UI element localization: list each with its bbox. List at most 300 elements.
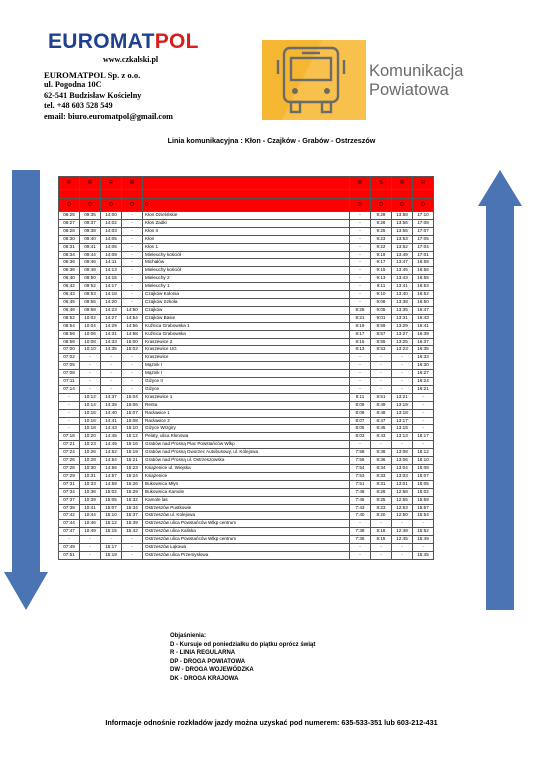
time-cell: 16:17 xyxy=(413,433,434,441)
time-cell: 15:45 xyxy=(413,551,434,559)
header-left-cell: R xyxy=(122,177,143,190)
time-cell: 8:45 xyxy=(371,425,392,433)
time-cell: 16:21 xyxy=(413,385,434,393)
time-cell: 15:15 xyxy=(101,528,122,536)
header-sub-cell: D xyxy=(80,199,101,212)
time-cell: 8:57 xyxy=(371,330,392,338)
time-cell: 06:25 xyxy=(59,212,80,220)
time-cell: 10:28 xyxy=(80,457,101,465)
time-cell: - xyxy=(413,401,434,409)
stop-name-cell: Czajków Szkoła xyxy=(143,298,350,306)
time-cell: - xyxy=(80,354,101,362)
time-cell: - xyxy=(350,259,371,267)
time-cell: - xyxy=(371,354,392,362)
table-row xyxy=(59,275,434,283)
time-cell: - xyxy=(371,370,392,378)
time-cell: 13:13 xyxy=(392,433,413,441)
time-cell: 7:48 xyxy=(350,488,371,496)
time-cell: 8:25 xyxy=(350,306,371,314)
time-cell: 07:00 xyxy=(59,346,80,354)
header-spacer-cell xyxy=(59,190,80,199)
time-cell: 16:50 xyxy=(413,298,434,306)
time-cell: 15:59 xyxy=(413,496,434,504)
time-cell: - xyxy=(80,362,101,370)
time-cell: 07:21 xyxy=(59,441,80,449)
time-cell: 10:12 xyxy=(80,393,101,401)
stop-name-cell: Renta xyxy=(143,401,350,409)
time-cell: 15:32 xyxy=(122,496,143,504)
time-cell: - xyxy=(122,259,143,267)
table-row xyxy=(59,235,434,243)
time-cell: 16:47 xyxy=(413,306,434,314)
table-row xyxy=(59,267,434,275)
timetable-body xyxy=(59,212,434,560)
time-cell: 13:25 xyxy=(392,338,413,346)
time-cell: 7:38 xyxy=(350,528,371,536)
time-cell: 10:14 xyxy=(80,401,101,409)
time-cell: 8:21 xyxy=(350,314,371,322)
time-cell: - xyxy=(122,251,143,259)
stop-name-cell: Michałów xyxy=(143,259,350,267)
table-row xyxy=(59,212,434,220)
time-cell: 9:22 xyxy=(371,243,392,251)
time-cell: 06:42 xyxy=(59,283,80,291)
time-cell: 10:06 xyxy=(80,330,101,338)
time-cell: 14:54 xyxy=(101,457,122,465)
time-cell: 9:05 xyxy=(371,306,392,314)
time-cell: 8:51 xyxy=(371,393,392,401)
stop-name-cell: Ostrzeszów ulica Przemysłowa xyxy=(143,551,350,559)
time-cell: 16:08 xyxy=(413,465,434,473)
time-cell: 13:47 xyxy=(392,259,413,267)
time-cell: 16:55 xyxy=(413,275,434,283)
time-cell: 13:21 xyxy=(392,393,413,401)
time-cell: 09:37 xyxy=(80,219,101,227)
brand-line-1: Komunikacja xyxy=(369,62,464,80)
time-cell: 15:10 xyxy=(122,425,143,433)
time-cell: 07:47 xyxy=(59,528,80,536)
time-cell: - xyxy=(350,520,371,528)
time-cell: 9:11 xyxy=(371,283,392,291)
time-cell: - xyxy=(59,393,80,401)
time-cell: 14:18 xyxy=(101,291,122,299)
time-cell: - xyxy=(122,362,143,370)
time-cell: - xyxy=(350,551,371,559)
table-row xyxy=(59,219,434,227)
time-cell: 13:56 xyxy=(392,219,413,227)
stop-name-cell: Mieleuchy 2 xyxy=(143,275,350,283)
time-cell: 07:02 xyxy=(59,354,80,362)
time-cell: 13:17 xyxy=(392,417,413,425)
time-cell: 10:46 xyxy=(80,520,101,528)
time-cell: 15:19 xyxy=(101,551,122,559)
company-city: 62-541 Budzisław Kościelny xyxy=(44,90,142,100)
time-cell: 13:03 xyxy=(392,472,413,480)
time-cell: 13:52 xyxy=(392,243,413,251)
time-cell: 14:00 xyxy=(101,212,122,220)
time-cell: 16:56 xyxy=(413,267,434,275)
table-row xyxy=(59,346,434,354)
table-row xyxy=(59,449,434,457)
footer-info: Informacje odnośnie rozkładów jazdy można uzyskać pod numerem: 635-533-351 lub 603-212-431 xyxy=(105,718,438,727)
time-cell: - xyxy=(122,212,143,220)
time-cell: 14:40 xyxy=(101,409,122,417)
table-row xyxy=(59,385,434,393)
table-row xyxy=(59,227,434,235)
stop-name-cell: Racławice 1 xyxy=(143,409,350,417)
time-cell: - xyxy=(350,283,371,291)
legend-item: DW - DROGA WOJEWÓDZKA xyxy=(170,667,254,674)
table-row xyxy=(59,409,434,417)
stop-name-cell: Mąznik I xyxy=(143,362,350,370)
time-cell: - xyxy=(413,425,434,433)
time-cell: - xyxy=(350,291,371,299)
time-cell: 13:31 xyxy=(392,314,413,322)
stop-name-cell: Czajków xyxy=(143,306,350,314)
time-cell: - xyxy=(371,385,392,393)
time-cell: 14:11 xyxy=(101,259,122,267)
time-cell: 16:12 xyxy=(413,449,434,457)
time-cell: 8:17 xyxy=(350,330,371,338)
time-cell: 10:02 xyxy=(80,314,101,322)
time-cell: 13:38 xyxy=(392,298,413,306)
time-cell: - xyxy=(101,385,122,393)
time-cell: 7:56 xyxy=(350,457,371,465)
legend-title: Objaśnienia: xyxy=(170,633,207,639)
stop-name-cell: Grabów nad Prosną ul. Ostrzeszowska xyxy=(143,457,350,465)
time-cell: 8:18 xyxy=(371,528,392,536)
time-cell: 7:45 xyxy=(350,496,371,504)
header-stop-cell xyxy=(143,177,350,190)
time-cell: 07:28 xyxy=(59,465,80,473)
time-cell: - xyxy=(80,551,101,559)
table-row xyxy=(59,291,434,299)
company-street: ul. Pogodna 10C xyxy=(44,80,102,90)
time-cell: 9:01 xyxy=(371,314,392,322)
time-cell: - xyxy=(350,354,371,362)
time-cell: - xyxy=(122,298,143,306)
bus-logo-icon xyxy=(262,40,366,120)
time-cell: 10:20 xyxy=(80,433,101,441)
time-cell: 8:48 xyxy=(371,409,392,417)
time-cell: 14:56 xyxy=(101,465,122,473)
time-cell: - xyxy=(371,378,392,386)
header-sub-cell: D xyxy=(350,199,371,212)
time-cell: 13:08 xyxy=(392,449,413,457)
time-cell: 7:43 xyxy=(350,504,371,512)
table-row xyxy=(59,417,434,425)
time-cell: 07:49 xyxy=(59,544,80,552)
time-cell: 8:19 xyxy=(350,322,371,330)
time-cell: 8:28 xyxy=(371,488,392,496)
time-cell: 10:44 xyxy=(80,512,101,520)
time-cell: 17:08 xyxy=(413,219,434,227)
time-cell: 07:34 xyxy=(59,488,80,496)
table-row xyxy=(59,259,434,267)
time-cell: 14:27 xyxy=(101,314,122,322)
time-cell: - xyxy=(371,544,392,552)
time-cell: - xyxy=(413,520,434,528)
table-row xyxy=(59,330,434,338)
time-cell: 09:41 xyxy=(80,243,101,251)
time-cell: 10:30 xyxy=(80,465,101,473)
legend xyxy=(170,632,315,684)
table-row xyxy=(59,322,434,330)
time-cell: 16:27 xyxy=(413,370,434,378)
time-cell: - xyxy=(350,385,371,393)
time-cell: 06:56 xyxy=(59,330,80,338)
time-cell: 06:38 xyxy=(59,267,80,275)
time-cell: 13:15 xyxy=(392,425,413,433)
time-cell: 8:20 xyxy=(371,512,392,520)
time-cell: 15:39 xyxy=(122,520,143,528)
time-cell: 15:37 xyxy=(122,512,143,520)
header-spacer-cell xyxy=(413,190,434,199)
time-cell: 14:39 xyxy=(101,401,122,409)
time-cell: 14:15 xyxy=(101,275,122,283)
time-cell: - xyxy=(122,267,143,275)
time-cell: - xyxy=(122,370,143,378)
time-cell: 13:40 xyxy=(392,291,413,299)
stop-name-cell: Grabów nad Prosną Plac Powstańców Wlkp xyxy=(143,441,350,449)
time-cell: 14:05 xyxy=(101,235,122,243)
time-cell: 14:02 xyxy=(101,219,122,227)
time-cell: - xyxy=(101,536,122,544)
time-cell: 17:05 xyxy=(413,235,434,243)
table-row xyxy=(59,393,434,401)
time-cell: - xyxy=(350,362,371,370)
table-row xyxy=(59,370,434,378)
time-cell: 15:00 xyxy=(122,338,143,346)
header-spacer-cell xyxy=(80,190,101,199)
time-cell: 14:06 xyxy=(101,243,122,251)
time-cell: 16:33 xyxy=(413,354,434,362)
time-cell: 14:52 xyxy=(101,449,122,457)
time-cell: 16:41 xyxy=(413,322,434,330)
company-info xyxy=(44,70,173,122)
header-spacer-cell xyxy=(143,190,350,199)
time-cell: 06:52 xyxy=(59,314,80,322)
time-cell: 8:47 xyxy=(371,417,392,425)
time-cell: 8:53 xyxy=(371,346,392,354)
time-cell: 9:26 xyxy=(371,219,392,227)
time-cell: - xyxy=(122,235,143,243)
time-cell: 15:49 xyxy=(413,536,434,544)
time-cell: 13:58 xyxy=(392,212,413,220)
time-cell: 06:54 xyxy=(59,322,80,330)
stop-name-cell: Racławice 2 xyxy=(143,417,350,425)
table-row xyxy=(59,488,434,496)
time-cell: 15:05 xyxy=(101,496,122,504)
time-cell: 16:59 xyxy=(413,259,434,267)
time-cell: 8:11 xyxy=(350,393,371,401)
time-cell: 8:08 xyxy=(350,409,371,417)
table-row xyxy=(59,251,434,259)
time-cell: 15:12 xyxy=(122,433,143,441)
header-spacer-cell xyxy=(350,190,371,199)
time-cell: - xyxy=(122,219,143,227)
time-cell: 14:20 xyxy=(101,298,122,306)
stop-name-cell: Grabów nad Prosną Dworzec Autobusowy, ul. Kolejowa xyxy=(143,449,350,457)
time-cell: - xyxy=(350,235,371,243)
company-phone: tel. +48 603 528 549 xyxy=(44,101,113,111)
time-cell: 13:49 xyxy=(392,251,413,259)
time-cell: 06:34 xyxy=(59,251,80,259)
stop-name-cell: Kłon 1 xyxy=(143,243,350,251)
time-cell: - xyxy=(392,378,413,386)
time-cell: 10:23 xyxy=(80,441,101,449)
table-row xyxy=(59,504,434,512)
time-cell: 15:07 xyxy=(101,504,122,512)
stop-name-cell: Bukownica Młyn xyxy=(143,480,350,488)
table-row xyxy=(59,306,434,314)
time-cell: 14:35 xyxy=(101,346,122,354)
time-cell: 7:58 xyxy=(350,449,371,457)
time-cell: 9:13 xyxy=(371,275,392,283)
time-cell: 8:15 xyxy=(350,338,371,346)
time-cell: 12:50 xyxy=(392,512,413,520)
time-cell: 10:49 xyxy=(80,528,101,536)
time-cell: 16:35 xyxy=(413,346,434,354)
stop-name-cell: Ostrzeszów ulica Powstańców Wlkp centrum xyxy=(143,520,350,528)
time-cell: 06:30 xyxy=(59,235,80,243)
time-cell: 14:45 xyxy=(101,433,122,441)
table-row xyxy=(59,551,434,559)
header-right-cell: S xyxy=(371,177,392,190)
table-row xyxy=(59,520,434,528)
logo-url[interactable]: www.czkalski.pl xyxy=(103,55,159,64)
header-spacer-cell xyxy=(392,190,413,199)
legend-item: DK - DROGA KRAJOWA xyxy=(170,675,239,682)
time-cell: 06:36 xyxy=(59,259,80,267)
time-cell: 8:49 xyxy=(371,401,392,409)
time-cell: - xyxy=(59,401,80,409)
time-cell: 14:17 xyxy=(101,283,122,291)
company-email[interactable]: email: biuro.euromatpol@gmail.com xyxy=(44,111,173,121)
time-cell: 16:43 xyxy=(413,314,434,322)
time-cell: 8:43 xyxy=(371,433,392,441)
time-cell: 06:28 xyxy=(59,227,80,235)
time-cell: 14:43 xyxy=(101,425,122,433)
time-cell: 7:40 xyxy=(350,512,371,520)
legend-item: R - LINIA REGULARNA xyxy=(170,650,236,657)
time-cell: - xyxy=(350,251,371,259)
time-cell: - xyxy=(392,441,413,449)
time-cell: 16:07 xyxy=(413,472,434,480)
table-row xyxy=(59,298,434,306)
time-cell: - xyxy=(392,520,413,528)
time-cell: 10:10 xyxy=(80,346,101,354)
legend-item: DP - DROGA POWIATOWA xyxy=(170,658,246,665)
timetable-header xyxy=(59,177,434,212)
stop-name-cell: Ostrzeszów Łąkowa xyxy=(143,544,350,552)
timetable xyxy=(58,176,434,560)
time-cell: 13:43 xyxy=(392,275,413,283)
header-sub-cell: D xyxy=(371,199,392,212)
stop-name-cell: Książenice ul. Wiejska xyxy=(143,465,350,473)
time-cell: - xyxy=(392,544,413,552)
header-spacer-cell xyxy=(101,190,122,199)
euromatpol-logo xyxy=(48,30,199,54)
time-cell: 9:19 xyxy=(371,251,392,259)
time-cell: 13:55 xyxy=(392,227,413,235)
time-cell: - xyxy=(59,536,80,544)
header-sub-cell: D xyxy=(59,199,80,212)
table-row xyxy=(59,338,434,346)
time-cell: - xyxy=(101,354,122,362)
time-cell: 8:34 xyxy=(371,465,392,473)
time-cell: 13:45 xyxy=(392,267,413,275)
stop-name-cell: Mieleuchy 1 xyxy=(143,283,350,291)
time-cell: 14:13 xyxy=(101,267,122,275)
time-cell: - xyxy=(350,441,371,449)
time-cell: 8:38 xyxy=(371,449,392,457)
time-cell: - xyxy=(122,227,143,235)
time-cell: 9:28 xyxy=(371,212,392,220)
time-cell: 7:51 xyxy=(350,480,371,488)
time-cell: - xyxy=(122,544,143,552)
time-cell: 16:02 xyxy=(413,488,434,496)
header-sub-cell: D xyxy=(101,199,122,212)
time-cell: 06:31 xyxy=(59,243,80,251)
time-cell: 13:04 xyxy=(392,465,413,473)
time-cell: 10:18 xyxy=(80,425,101,433)
time-cell: 7:54 xyxy=(350,465,371,473)
time-cell: - xyxy=(392,362,413,370)
stop-name-cell: Giżyce xyxy=(143,385,350,393)
time-cell: - xyxy=(122,291,143,299)
time-cell: 16:30 xyxy=(413,362,434,370)
time-cell: 15:08 xyxy=(122,417,143,425)
time-cell: 12:53 xyxy=(392,504,413,512)
time-cell: - xyxy=(413,393,434,401)
time-cell: - xyxy=(350,544,371,552)
time-cell: - xyxy=(122,551,143,559)
time-cell: 8:55 xyxy=(371,338,392,346)
time-cell: 06:43 xyxy=(59,291,80,299)
header-sub-cell: D xyxy=(122,199,143,212)
time-cell: 8:23 xyxy=(371,504,392,512)
stop-name-cell: Kraszewice UG xyxy=(143,346,350,354)
stop-name-cell: Kamole las xyxy=(143,496,350,504)
stop-name-cell: Kuźnica Grabowska 1 xyxy=(143,322,350,330)
time-cell: - xyxy=(80,378,101,386)
time-cell: 9:23 xyxy=(371,235,392,243)
time-cell: 15:02 xyxy=(101,488,122,496)
time-cell: - xyxy=(122,378,143,386)
time-cell: 17:01 xyxy=(413,251,434,259)
stop-name-cell: Ostrzeszów ulica Powstańców Wlkp centrum xyxy=(143,536,350,544)
time-cell: 13:53 xyxy=(392,235,413,243)
time-cell: 06:45 xyxy=(59,298,80,306)
time-cell: 07:37 xyxy=(59,496,80,504)
time-cell: 9:10 xyxy=(371,291,392,299)
time-cell: 15:17 xyxy=(101,544,122,552)
time-cell: - xyxy=(371,441,392,449)
table-row xyxy=(59,283,434,291)
time-cell: 09:46 xyxy=(80,259,101,267)
stop-name-cell: Ostrzeszów Pustkowie xyxy=(143,504,350,512)
time-cell: 8:13 xyxy=(350,346,371,354)
time-cell: 10:04 xyxy=(80,322,101,330)
header-spacer-cell xyxy=(371,190,392,199)
header-left-cell: R xyxy=(101,177,122,190)
time-cell: 15:52 xyxy=(413,528,434,536)
time-cell: 10:08 xyxy=(80,338,101,346)
time-cell: 14:37 xyxy=(101,393,122,401)
time-cell: 10:31 xyxy=(80,472,101,480)
time-cell: 14:58 xyxy=(122,330,143,338)
